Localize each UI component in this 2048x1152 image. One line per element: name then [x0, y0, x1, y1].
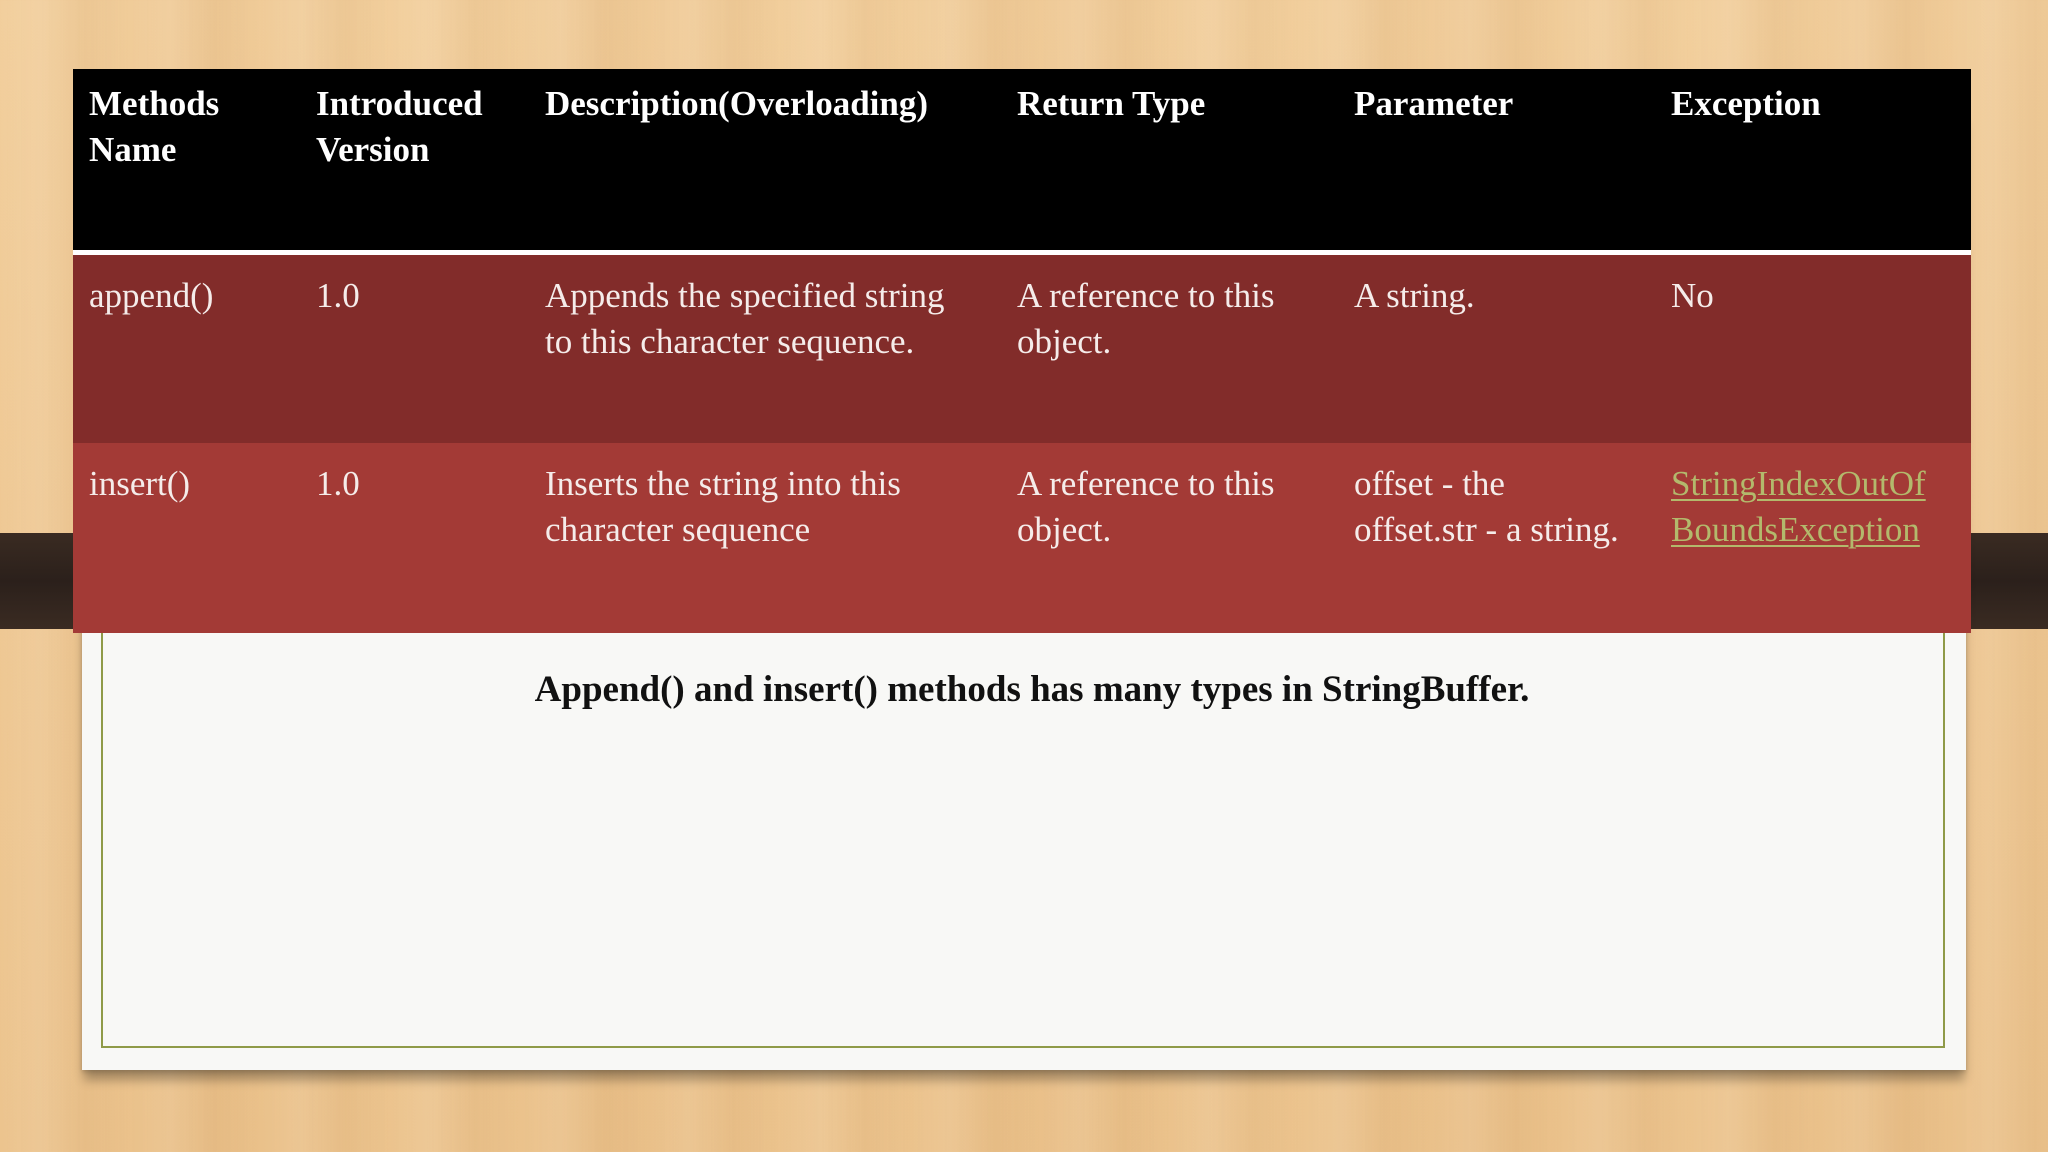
parameter-cell: offset - the offset.str - a string.	[1354, 464, 1619, 549]
table-row	[73, 255, 1971, 443]
header-description: Description(Overloading)	[545, 84, 929, 123]
version-cell: 1.0	[316, 464, 360, 503]
exception-link-line-2[interactable]: BoundsException	[1671, 510, 1920, 549]
header-methods-name: Methods Name	[89, 84, 220, 169]
header-return-type: Return Type	[1017, 84, 1206, 123]
return-type-cell: A reference to this object.	[1017, 276, 1275, 361]
exception-link-line-1[interactable]: StringIndexOutOf	[1671, 464, 1926, 503]
parameter-cell: A string.	[1354, 276, 1475, 315]
method-name-cell: append()	[89, 276, 214, 315]
version-cell: 1.0	[316, 276, 360, 315]
table-row	[73, 443, 1971, 633]
header-introduced-version: Introduced Version	[316, 84, 483, 169]
slide-caption: Append() and insert() methods has many types in StringBuffer.	[534, 669, 1530, 710]
exception-cell: No	[1671, 276, 1714, 315]
method-name-cell: insert()	[89, 464, 191, 503]
description-cell: Inserts the string into this character sequence	[545, 464, 901, 549]
header-parameter: Parameter	[1354, 84, 1514, 123]
header-exception: Exception	[1671, 84, 1821, 123]
exception-link[interactable]	[1671, 461, 1926, 553]
table-header-row	[73, 69, 1971, 255]
description-cell: Appends the specified string to this character sequence.	[545, 276, 945, 361]
methods-table	[73, 69, 1971, 633]
return-type-cell: A reference to this object.	[1017, 464, 1275, 549]
